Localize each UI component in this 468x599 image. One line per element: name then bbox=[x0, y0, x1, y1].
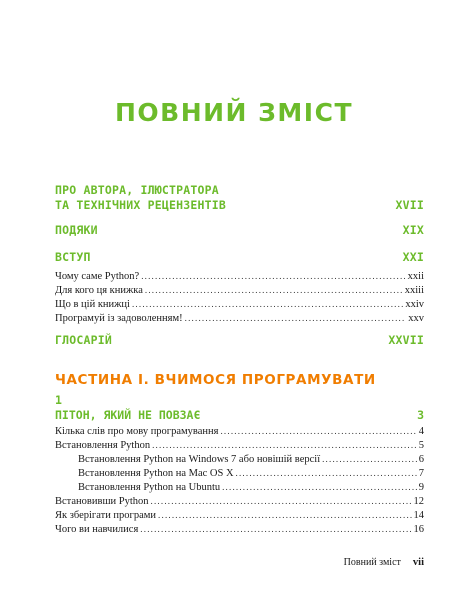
toc-subentry[interactable] bbox=[78, 481, 424, 494]
toc-entry-label: Чому саме Python? bbox=[55, 271, 140, 282]
toc-entry-label: Програмуй із задоволенням! bbox=[55, 313, 183, 324]
dot-leader bbox=[158, 509, 411, 522]
toc-entry-label: Для кого ця книжка bbox=[55, 285, 143, 296]
toc-section-label: ПОДЯКИ bbox=[55, 223, 98, 237]
toc-entry-label: Встановлення Python на Mac OS X bbox=[78, 468, 234, 479]
dot-leader bbox=[141, 270, 405, 283]
toc-page-number: XXVII bbox=[388, 333, 424, 347]
toc-entry-label: Встановивши Python bbox=[55, 496, 149, 507]
page-title: ПОВНИЙ ЗМІСТ bbox=[114, 98, 354, 127]
toc-page-number: 3 bbox=[417, 408, 424, 422]
toc-chapter[interactable] bbox=[55, 393, 424, 423]
footer-page-number: vii bbox=[412, 557, 424, 568]
chapter-number: 1 bbox=[55, 393, 62, 407]
toc-page-number: xxv bbox=[408, 313, 424, 324]
toc-entry[interactable] bbox=[55, 312, 424, 325]
toc-page-number: 9 bbox=[418, 482, 424, 493]
dot-leader bbox=[140, 523, 411, 536]
running-title: Повний зміст bbox=[343, 557, 401, 568]
toc-section-label: ПРО АВТОРА, ІЛЮСТРАТОРА bbox=[55, 183, 219, 197]
toc-entry-label: Кілька слів про мову програмування bbox=[55, 426, 219, 437]
toc-page-number: 12 bbox=[413, 496, 424, 507]
toc-page-number: 5 bbox=[418, 440, 424, 451]
toc-entry-label: Встановлення Python на Ubuntu bbox=[78, 482, 221, 493]
toc-entry[interactable] bbox=[55, 509, 424, 522]
toc-entry[interactable] bbox=[55, 495, 424, 508]
dot-leader bbox=[236, 467, 417, 480]
toc-entry[interactable] bbox=[55, 284, 424, 297]
dot-leader bbox=[132, 298, 403, 311]
toc-entry[interactable] bbox=[55, 270, 424, 283]
toc-page-number: 14 bbox=[413, 510, 424, 521]
toc-subentry[interactable] bbox=[78, 467, 424, 480]
toc-entry-label: Що в цій книжці bbox=[55, 299, 130, 310]
toc-section-about[interactable] bbox=[55, 183, 424, 213]
toc-entry-label: Встановлення Python на Windows 7 або новішій версії bbox=[78, 454, 321, 465]
toc-page-number: XXI bbox=[402, 250, 424, 264]
toc-entry-label: Як зберігати програми bbox=[55, 510, 157, 521]
dot-leader bbox=[220, 425, 416, 438]
toc-section-acknowledgements[interactable] bbox=[55, 223, 424, 238]
dot-leader bbox=[185, 312, 407, 325]
chapter-title: ПІТОН, ЯКИЙ НЕ ПОВЗАЄ bbox=[55, 408, 201, 422]
dot-leader bbox=[322, 453, 417, 466]
toc-page-number: 7 bbox=[418, 468, 424, 479]
toc-section-introduction[interactable] bbox=[55, 250, 424, 265]
toc-entry[interactable] bbox=[55, 298, 424, 311]
toc-entry-label: Чого ви навчилися bbox=[55, 524, 139, 535]
toc-page-number: 4 bbox=[418, 426, 424, 437]
toc-page-number: XIX bbox=[402, 223, 424, 237]
dot-leader bbox=[151, 495, 412, 508]
toc-page-number: xxii bbox=[407, 271, 424, 282]
dot-leader bbox=[145, 284, 403, 297]
toc-page-number: 16 bbox=[413, 524, 424, 535]
dot-leader bbox=[222, 481, 417, 494]
toc-entry-label: Встановлення Python bbox=[55, 440, 151, 451]
toc-entry[interactable] bbox=[55, 523, 424, 536]
toc-page-number: xxiv bbox=[405, 299, 424, 310]
toc-section-label: ТА ТЕХНІЧНИХ РЕЦЕНЗЕНТІВ bbox=[55, 198, 226, 212]
toc-page-number: xxiii bbox=[404, 285, 424, 296]
toc-section-label: ГЛОСАРІЙ bbox=[55, 333, 112, 347]
toc-section-glossary[interactable] bbox=[55, 333, 424, 348]
toc-page-number: XVII bbox=[395, 198, 424, 212]
toc-part-heading[interactable]: ЧАСТИНА I. ВЧИМОСЯ ПРОГРАМУВАТИ bbox=[55, 372, 376, 388]
toc-section-label: ВСТУП bbox=[55, 250, 91, 264]
dot-leader bbox=[152, 439, 417, 452]
toc-entry[interactable] bbox=[55, 439, 424, 452]
page-footer bbox=[0, 557, 424, 568]
toc-page-number: 6 bbox=[418, 454, 424, 465]
toc-subentry[interactable] bbox=[78, 453, 424, 466]
toc-entry[interactable] bbox=[55, 425, 424, 438]
